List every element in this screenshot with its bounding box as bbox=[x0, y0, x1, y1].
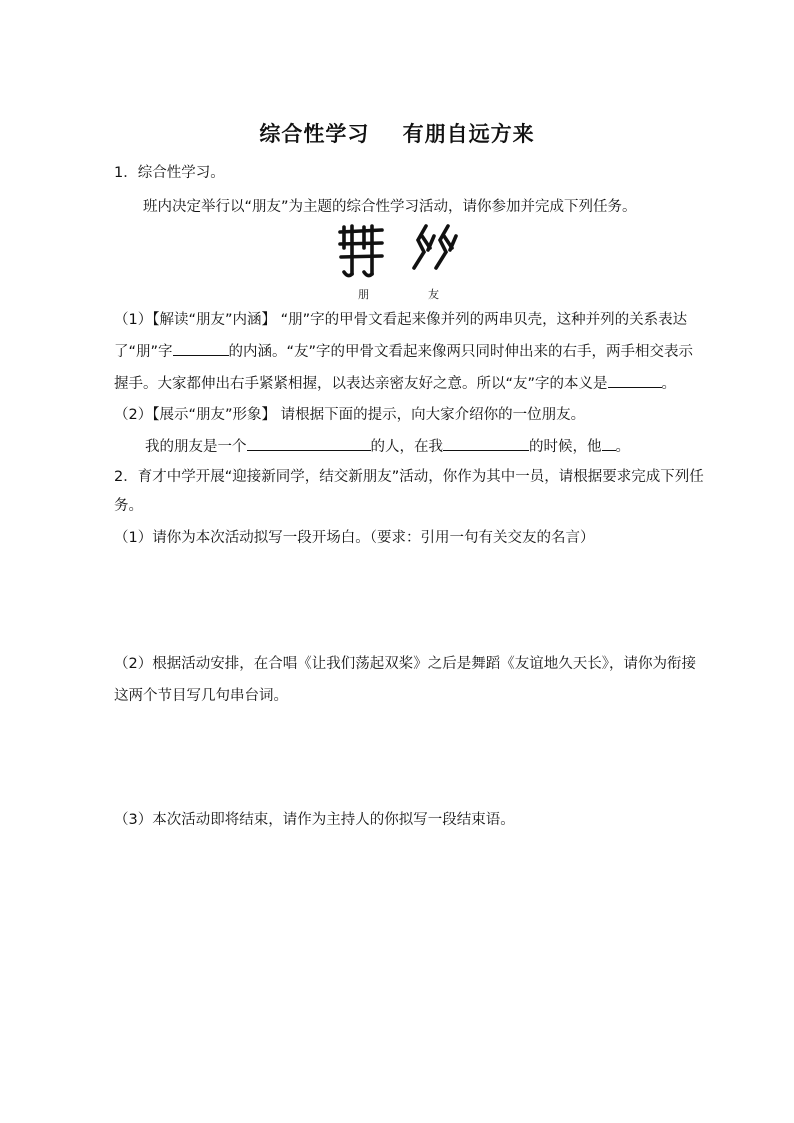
q1-part2-text-b: 的人，在我 bbox=[370, 439, 443, 455]
figure-label-you: 友 bbox=[428, 288, 439, 301]
answer-blank[interactable] bbox=[443, 436, 529, 451]
q1-part1-line3-text-a: 握手。大家都伸出右手紧紧相握，以表达亲密友好之意。所以“友”字的本义是 bbox=[114, 376, 608, 392]
q2-part3: （3）本次活动即将结束，请作为主持人的你拟写一段结束语。 bbox=[114, 812, 515, 828]
q1-part2-line2 bbox=[145, 436, 630, 457]
answer-blank[interactable] bbox=[247, 436, 371, 451]
q1-part1-line2 bbox=[114, 341, 693, 362]
oracle-bone-characters bbox=[330, 222, 460, 286]
q1-part2-text-d: 。 bbox=[615, 439, 630, 455]
q1-heading: 1．综合性学习。 bbox=[114, 165, 225, 181]
q1-part2-text-a: 我的朋友是一个 bbox=[145, 439, 247, 455]
q1-part1-line2-text-a: 了“朋”字 bbox=[114, 344, 173, 360]
q2-part2-line1: （2）根据活动安排，在合唱《让我们荡起双桨》之后是舞蹈《友谊地久天长》，请你为衔接 bbox=[114, 656, 696, 672]
q2-part1: （1）请你为本次活动拟写一段开场白。（要求：引用一句有关交友的名言） bbox=[114, 530, 595, 546]
q1-intro: 班内决定举行以“朋友”为主题的综合性学习活动，请你参加并完成下列任务。 bbox=[143, 199, 637, 215]
q1-part1-line3 bbox=[114, 373, 676, 394]
answer-blank[interactable] bbox=[608, 373, 662, 388]
q1-part1-line1: （1）【解读“朋友”内涵】 “朋”字的甲骨文看起来像并列的两串贝壳，这种并列的关系表达 bbox=[114, 312, 688, 328]
q2-line2: 务。 bbox=[114, 498, 143, 514]
q1-part2-text-c: 的时候，他 bbox=[529, 439, 602, 455]
q1-part1-line3-text-b: 。 bbox=[661, 376, 677, 392]
q2-line1: 2．育才中学开展“迎接新同学，结交新朋友”活动，你作为其中一员，请根据要求完成下列任 bbox=[114, 469, 704, 485]
answer-blank[interactable] bbox=[602, 436, 616, 451]
q1-part2-line1: （2）【展示“朋友”形象】 请根据下面的提示，向大家介绍你的一位朋友。 bbox=[114, 407, 586, 423]
oracle-bone-figure bbox=[330, 222, 460, 304]
you-oracle-glyph bbox=[414, 226, 456, 268]
page-title: 综合性学习 有朋自远方来 bbox=[259, 122, 535, 146]
peng-oracle-glyph bbox=[340, 226, 382, 276]
q2-part2-line2: 这两个节目写几句串台词。 bbox=[114, 688, 288, 704]
answer-blank[interactable] bbox=[173, 341, 229, 356]
q1-part1-line2-text-b: 的内涵。“友”字的甲骨文看起来像两只同时伸出来的右手，两手相交表示 bbox=[228, 344, 694, 360]
figure-label-peng: 朋 bbox=[358, 288, 369, 301]
